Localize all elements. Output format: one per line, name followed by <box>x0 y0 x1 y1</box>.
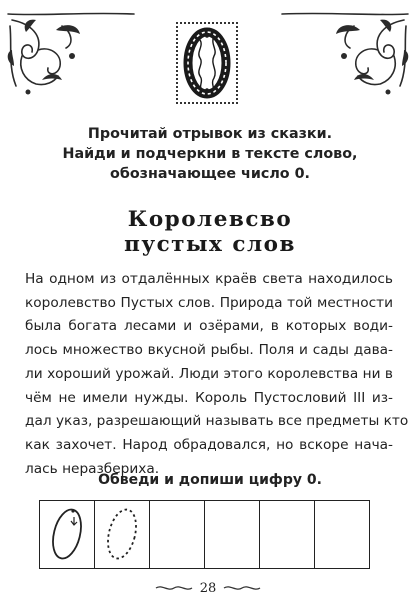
instruction-line: Найди и подчеркни в тексте слово, <box>62 146 358 162</box>
page-number-ornament-right-icon <box>222 583 262 593</box>
story-line: дал указ, разрешающий называть все предметы кто <box>25 413 409 430</box>
corner-ornament-left <box>2 6 142 96</box>
page-number <box>140 578 276 598</box>
trace-zero-solid-icon <box>40 501 94 567</box>
writing-grid[interactable] <box>39 500 370 569</box>
story-line: была богата лесами и озёрами, в которых води- <box>25 318 393 335</box>
story-line: королевство Пустых слов. Природа той местности <box>25 294 393 311</box>
writing-cell-trace-dotted[interactable] <box>95 501 150 568</box>
ornate-digit-zero <box>178 24 236 102</box>
writing-cell-empty[interactable] <box>150 501 205 568</box>
story-title <box>60 207 360 257</box>
page-number-text: 28 <box>199 580 217 596</box>
instruction-line: Прочитай отрывок из сказки. <box>87 126 333 142</box>
decorative-digit-frame <box>176 22 238 104</box>
story-title-line: пустых слов <box>124 232 296 257</box>
story-line: как захочет. Народ обрадовался, но вскоре нача- <box>25 436 393 453</box>
writing-cell-empty[interactable] <box>315 501 369 568</box>
corner-ornament-right <box>274 6 414 96</box>
instruction-line: обозначающее число 0. <box>110 166 310 182</box>
trace-zero-dotted-icon <box>95 501 149 567</box>
story-title-line: Королевсво <box>127 207 293 232</box>
story-line: лась неразбериха. <box>25 460 160 477</box>
story-line: лось множество вкусной рыбы. Поля и сады дава- <box>25 342 393 359</box>
story-paragraph <box>25 268 409 481</box>
instruction-text <box>60 124 360 184</box>
story-line: На одном из отдалённых краёв света находилось <box>25 271 393 287</box>
page-number-ornament-left-icon <box>154 583 194 593</box>
story-line: чём не имели нужды. Король Пустословий III из- <box>25 389 393 406</box>
exercise-task: Обведи и допиши цифру 0. <box>98 472 322 488</box>
story-line: ли хороший урожай. Люди этого королевства ни в <box>25 365 393 382</box>
writing-cell-empty[interactable] <box>205 501 260 568</box>
writing-cell-trace-solid[interactable] <box>40 501 95 568</box>
writing-cell-empty[interactable] <box>260 501 315 568</box>
